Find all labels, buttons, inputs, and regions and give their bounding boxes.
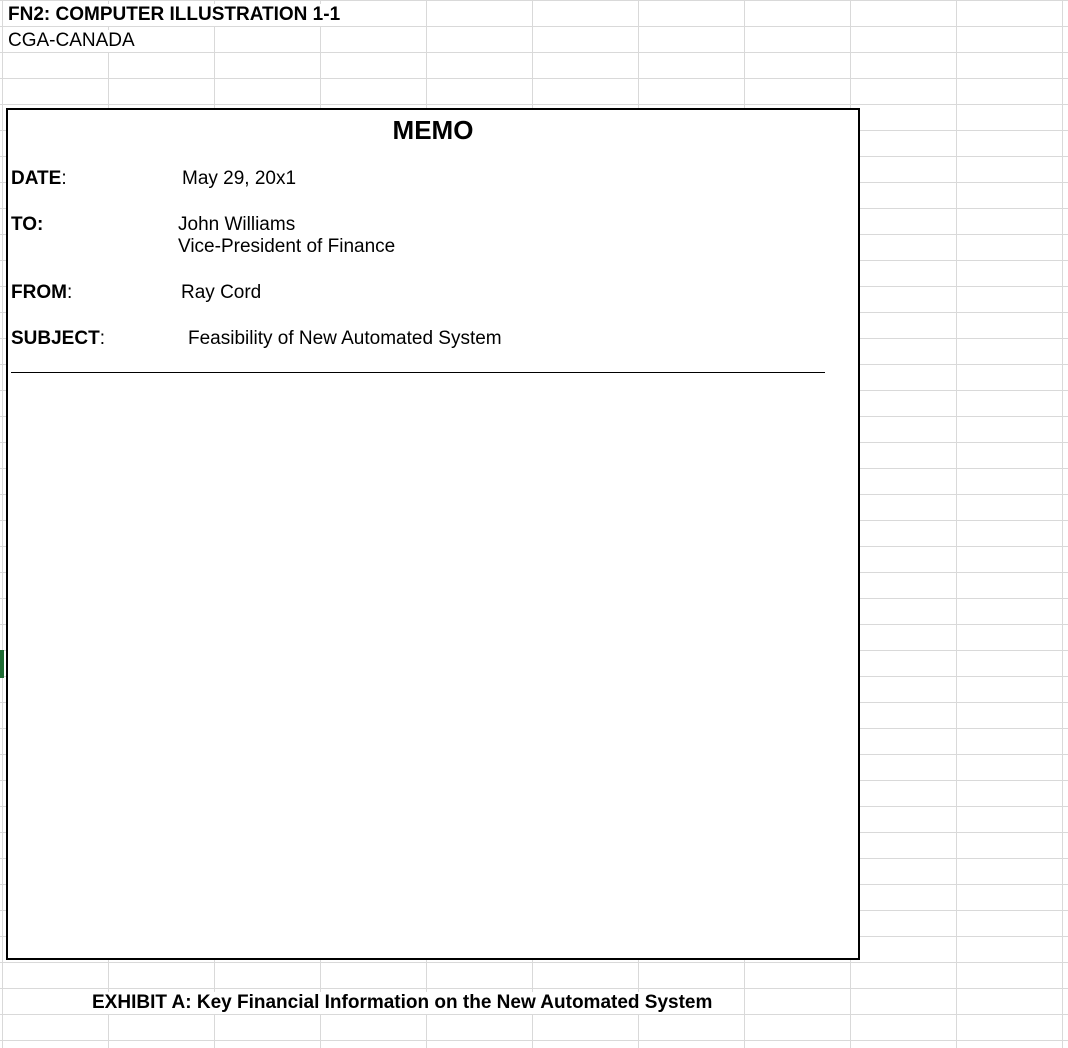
- to-position: Vice-President of Finance: [178, 236, 396, 257]
- date-label: DATE:: [11, 168, 67, 189]
- date-value: May 29, 20x1: [182, 168, 297, 189]
- to-label: TO:: [11, 214, 44, 235]
- sheet-title[interactable]: FN2: COMPUTER ILLUSTRATION 1-1: [8, 4, 341, 25]
- active-cell-indicator: [0, 650, 4, 678]
- from-value: Ray Cord: [181, 282, 262, 303]
- subject-label: SUBJECT:: [11, 328, 105, 349]
- memo-divider: [11, 372, 825, 373]
- memo-title: MEMO: [392, 115, 474, 145]
- exhibit-title[interactable]: EXHIBIT A: Key Financial Information on the New Automated System: [92, 992, 713, 1013]
- to-name: John Williams: [178, 214, 296, 235]
- sheet-subtitle[interactable]: CGA-CANADA: [8, 30, 135, 51]
- memo-textbox[interactable]: [6, 108, 860, 960]
- from-label: FROM:: [11, 282, 73, 303]
- subject-value: Feasibility of New Automated System: [188, 328, 502, 349]
